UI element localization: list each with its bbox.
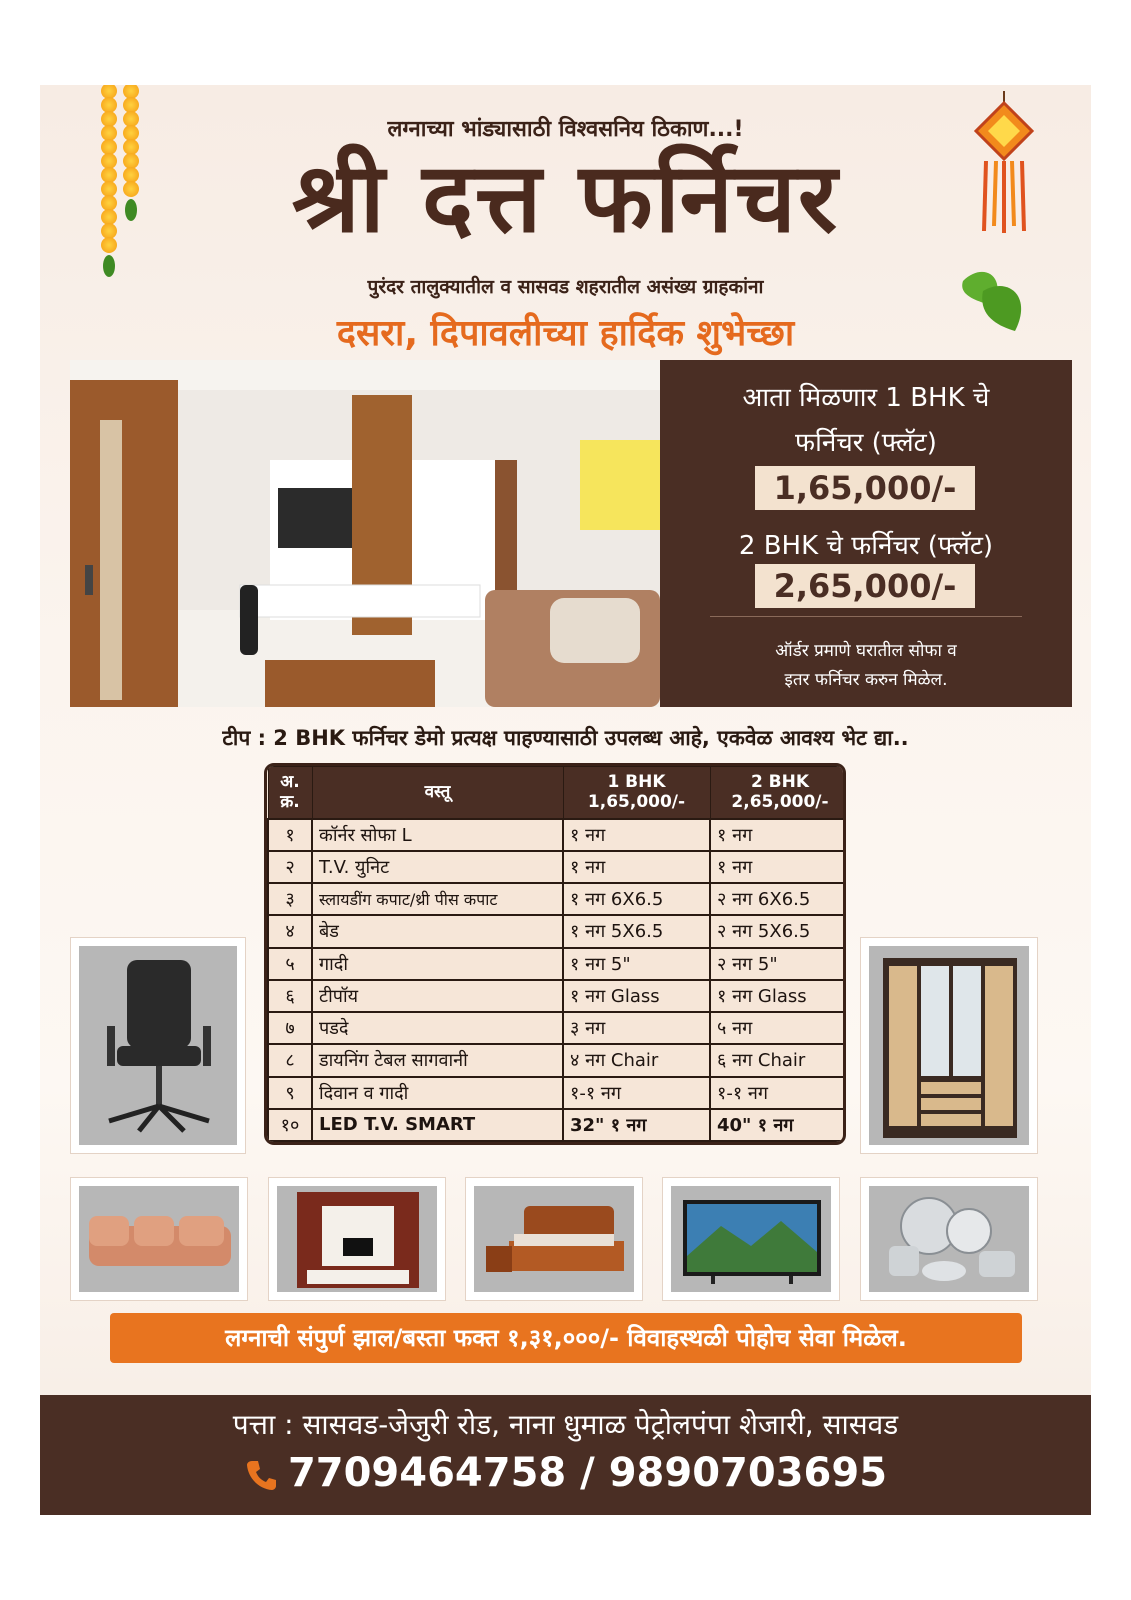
col-sr-line1: अ. <box>280 771 300 792</box>
col-sr <box>268 767 312 819</box>
furniture-table <box>264 763 846 1145</box>
utensils-thumb <box>860 1177 1038 1301</box>
row-1bhk: 32" १ नग <box>563 1109 710 1141</box>
row-2bhk: ६ नग Chair <box>710 1044 846 1076</box>
office-chair-icon <box>79 946 237 1145</box>
row-item: T.V. युनिट <box>312 851 563 883</box>
row-sr: १ <box>268 819 312 851</box>
row-sr: ८ <box>268 1044 312 1076</box>
row-item: बेड <box>312 915 563 947</box>
wardrobe-icon <box>869 946 1029 1145</box>
bed-icon <box>474 1186 634 1292</box>
led-tv-icon <box>671 1186 831 1292</box>
tv-unit-icon <box>277 1186 437 1292</box>
row-item: पडदे <box>312 1012 563 1044</box>
tagline: लग्नाच्या भांड्यासाठी विश्वसनिय ठिकाण...! <box>387 117 744 142</box>
divider <box>710 616 1022 617</box>
sofa-icon <box>79 1186 239 1292</box>
table-row <box>268 1077 846 1109</box>
col-1bhk-price: 1,65,000/- <box>587 792 686 813</box>
table-row <box>268 980 846 1012</box>
row-2bhk: २ नग 5" <box>710 948 846 980</box>
tip-text: टीप : 2 BHK फर्निचर डेमो प्रत्यक्ष पाहण्यासाठी उपलब्ध आहे, एकवेळ आवश्य भेट द्या.. <box>222 726 909 750</box>
row-item: दिवान व गादी <box>312 1077 563 1109</box>
offer-line-2bhk: 2 BHK चे फर्निचर (फ्लॅट) <box>738 531 994 561</box>
row-1bhk: १-१ नग <box>563 1077 710 1109</box>
table-row <box>268 819 846 851</box>
flyer <box>40 85 1091 1515</box>
table-row <box>268 883 846 915</box>
row-2bhk: २ नग 6X6.5 <box>710 883 846 915</box>
office-chair-thumb <box>70 937 246 1154</box>
row-sr: ९ <box>268 1077 312 1109</box>
row-item: स्लायडींग कपाट/थ्री पीस कपाट <box>312 883 563 915</box>
row-1bhk: ४ नग Chair <box>563 1044 710 1076</box>
row-2bhk: २ नग 5X6.5 <box>710 915 846 947</box>
row-sr: ६ <box>268 980 312 1012</box>
row-1bhk: १ नग <box>563 819 710 851</box>
wedding-banner: लग्नाची संपुर्ण झाल/बस्ता फक्त १,३१,०००/- विवाहस्थळी पोहोच सेवा मिळेल. <box>110 1313 1022 1363</box>
row-sr: २ <box>268 851 312 883</box>
table-row <box>268 1044 846 1076</box>
row-sr: ७ <box>268 1012 312 1044</box>
row-item: कॉर्नर सोफा L <box>312 819 563 851</box>
offer-line-flat: फर्निचर (फ्लॅट) <box>795 428 937 458</box>
row-2bhk: १ नग <box>710 851 846 883</box>
table-row <box>268 1012 846 1044</box>
festival-greeting: दसरा, दिपावलीच्या हार्दिक शुभेच्छा <box>336 313 795 354</box>
brand-title: श्री दत्त फर्निचर <box>291 141 840 254</box>
row-item: टीपॉय <box>312 980 563 1012</box>
offer-note-1: ऑर्डर प्रमाणे घरातील सोफा व <box>775 641 957 661</box>
living-room-image <box>70 360 660 707</box>
table-row <box>268 948 846 980</box>
row-2bhk: १ नग <box>710 819 846 851</box>
row-1bhk: १ नग Glass <box>563 980 710 1012</box>
table-row <box>268 915 846 947</box>
col-1bhk-title: 1 BHK <box>607 771 666 792</box>
col-sr-line2: क्र. <box>280 792 300 813</box>
address: पत्ता : सासवड-जेजुरी रोड, नाना धुमाळ पेट्रोलपंपा शेजारी, सासवड <box>232 1408 899 1441</box>
phone-icon <box>244 1458 278 1492</box>
row-1bhk: १ नग <box>563 851 710 883</box>
offer-note-2: इतर फर्निचर करुन मिळेल. <box>784 670 948 690</box>
row-2bhk: 40" १ नग <box>710 1109 846 1141</box>
row-item: डायनिंग टेबल सागवानी <box>312 1044 563 1076</box>
col-2bhk <box>710 767 846 819</box>
col-1bhk <box>563 767 710 819</box>
bed-thumb <box>465 1177 643 1301</box>
table-row <box>268 1109 846 1141</box>
offer-line-1bhk: आता मिळणार 1 BHK चे <box>742 383 990 413</box>
price-1bhk: 1,65,000/- <box>755 466 975 510</box>
footer <box>40 1395 1091 1515</box>
col-2bhk-title: 2 BHK <box>750 771 810 792</box>
utensils-icon <box>869 1186 1029 1292</box>
wardrobe-thumb <box>860 937 1038 1154</box>
phone-numbers[interactable]: 7709464758 / 9890703695 <box>287 1450 888 1496</box>
row-item: गादी <box>312 948 563 980</box>
row-sr: १० <box>268 1109 312 1141</box>
price-2bhk: 2,65,000/- <box>755 564 975 608</box>
row-sr: ३ <box>268 883 312 915</box>
row-2bhk: ५ नग <box>710 1012 846 1044</box>
row-1bhk: १ नग 5X6.5 <box>563 915 710 947</box>
tv-unit-thumb <box>268 1177 446 1301</box>
sofa-thumb <box>70 1177 248 1301</box>
offer-panel <box>660 360 1072 707</box>
table-row <box>268 851 846 883</box>
col-item: वस्तू <box>312 767 563 819</box>
row-2bhk: १ नग Glass <box>710 980 846 1012</box>
led-tv-thumb <box>662 1177 840 1301</box>
row-1bhk: ३ नग <box>563 1012 710 1044</box>
row-item: LED T.V. SMART <box>312 1109 563 1141</box>
phone-row <box>40 1450 1091 1496</box>
row-sr: ५ <box>268 948 312 980</box>
row-sr: ४ <box>268 915 312 947</box>
col-2bhk-price: 2,65,000/- <box>731 792 829 813</box>
row-1bhk: १ नग 5" <box>563 948 710 980</box>
subline: पुरंदर तालुक्यातील व सासवड शहरातील असंख्य ग्राहकांना <box>367 276 764 298</box>
row-1bhk: १ नग 6X6.5 <box>563 883 710 915</box>
row-2bhk: १-१ नग <box>710 1077 846 1109</box>
